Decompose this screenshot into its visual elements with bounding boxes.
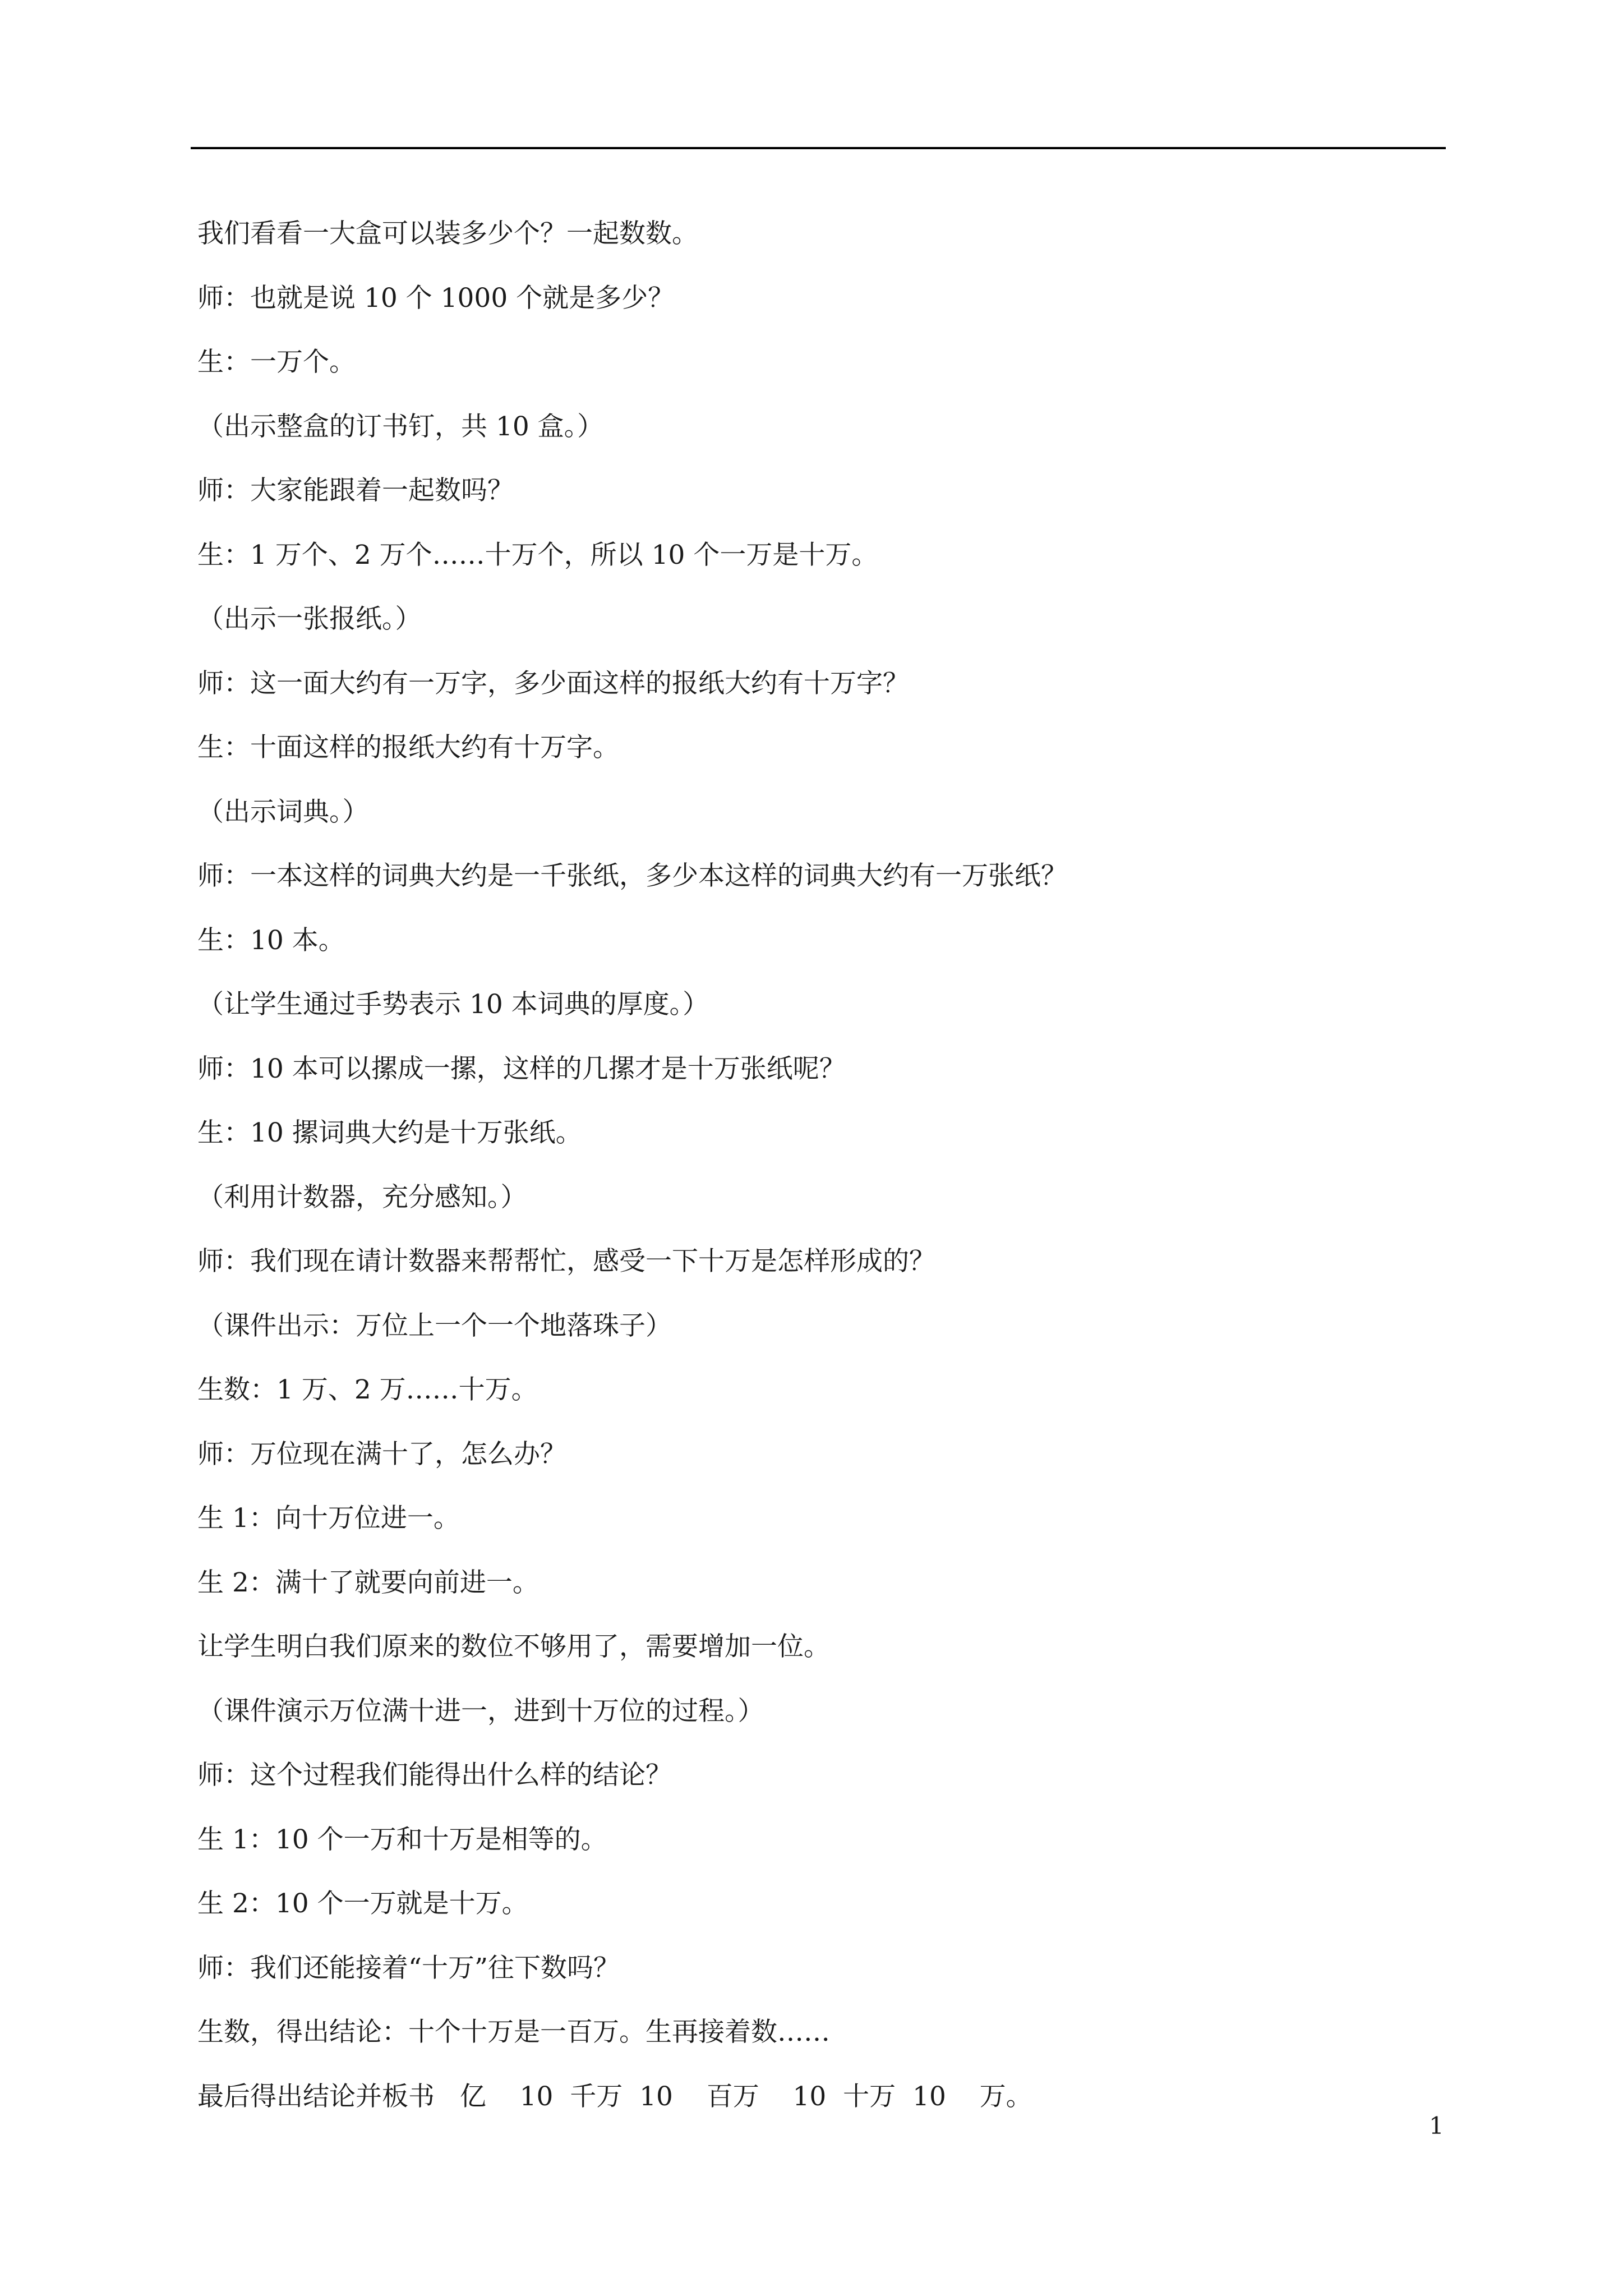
text-line: （出示一张报纸。） bbox=[197, 604, 422, 634]
text-line: 师：10 本可以摞成一摞，这样的几摞才是十万张纸呢？ bbox=[197, 1053, 846, 1084]
document-body bbox=[197, 209, 1442, 2136]
text-line: 让学生明白我们原来的数位不够用了，需要增加一位。 bbox=[197, 1631, 830, 1662]
text-line: 生：十面这样的报纸大约有十万字。 bbox=[197, 732, 619, 763]
text-line: 师：我们还能接着“十万”往下数吗？ bbox=[197, 1952, 620, 1984]
text-line: 生数：1 万、2 万……十万。 bbox=[197, 1374, 538, 1405]
text-line: 生：10 摞词典大约是十万张纸。 bbox=[197, 1117, 582, 1148]
text-line: 生：1 万个、2 万个……十万个，所以 10 个一万是十万。 bbox=[197, 539, 878, 570]
text-line: 师：这个过程我们能得出什么样的结论？ bbox=[197, 1760, 672, 1791]
text-line: 师：我们现在请计数器来帮帮忙，感受一下十万是怎样形成的？ bbox=[197, 1246, 935, 1277]
text-line: （课件演示万位满十进一，进到十万位的过程。） bbox=[197, 1695, 764, 1727]
text-line: 生 2：10 个一万就是十万。 bbox=[197, 1888, 528, 1919]
text-line: 最后得出结论并板书 亿 10 千万 10 百万 10 十万 10 万。 bbox=[197, 2081, 1032, 2112]
text-line: 生 2：满十了就要向前进一。 bbox=[197, 1567, 539, 1598]
header-rule bbox=[191, 147, 1446, 149]
text-line: 生：一万个。 bbox=[197, 347, 356, 378]
text-line: 师：大家能跟着一起数吗？ bbox=[197, 475, 514, 506]
text-line: 我们看看一大盒可以装多少个？一起数数。 bbox=[197, 218, 698, 249]
text-line: （利用计数器，充分感知。） bbox=[197, 1181, 527, 1213]
text-line: （让学生通过手势表示 10 本词典的厚度。） bbox=[197, 989, 709, 1020]
text-line: 生数，得出结论：十个十万是一百万。生再接着数…… bbox=[197, 2017, 830, 2047]
page-number: 1 bbox=[1429, 2112, 1444, 2139]
text-line: 生：10 本。 bbox=[197, 924, 345, 956]
text-line: 师：这一面大约有一万字，多少面这样的报纸大约有十万字？ bbox=[197, 668, 909, 699]
text-line: 生 1：向十万位进一。 bbox=[197, 1503, 460, 1534]
text-line: （课件出示：万位上一个一个地落珠子） bbox=[197, 1310, 672, 1341]
text-line: 生 1：10 个一万和十万是相等的。 bbox=[197, 1824, 607, 1855]
text-line: 师：万位现在满十了，怎么办？ bbox=[197, 1438, 566, 1470]
text-line: （出示整盒的订书钉，共 10 盒。） bbox=[197, 411, 604, 442]
text-line: 师：也就是说 10 个 1000 个就是多少？ bbox=[197, 282, 675, 314]
text-line: （出示词典。） bbox=[197, 796, 369, 827]
text-line: 师：一本这样的词典大约是一千张纸，多少本这样的词典大约有一万张纸？ bbox=[197, 861, 1067, 891]
